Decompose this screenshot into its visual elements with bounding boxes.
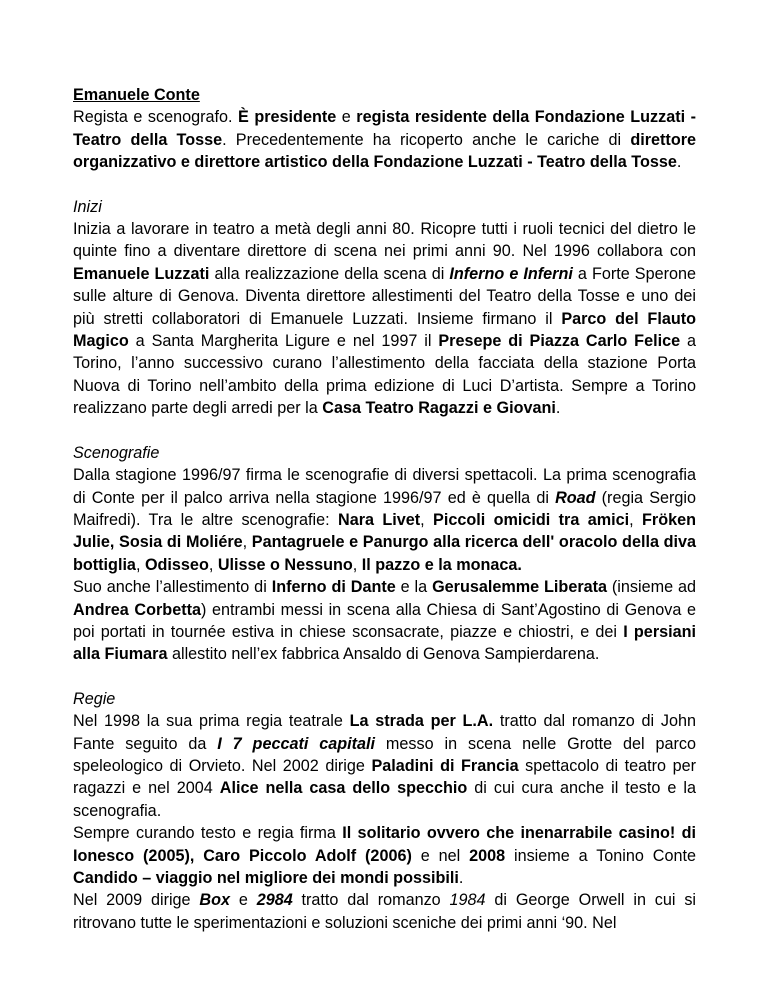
emphasized-text: Piccoli omicidi tra amici	[433, 510, 630, 529]
body-paragraph: Dalla stagione 1996/97 firma le scenografie di diversi spettacoli. La prima scenografia di Conte per il palco arriva nella stagione 1996/97 ed è quella di Road (regia Sergio Maifredi). Tra le altre scenografie: Nara Livet, Piccoli omicidi tra amici, Fröken Julie, Sosia di Moliére, Pantagruele e Panurgo alla ricerca dell' oracolo della diva bottiglia, Odisseo, Ulisse o Nessuno, Il pazzo e la monaca.	[73, 466, 696, 574]
emphasized-text: I persiani alla Fiumara	[73, 622, 697, 664]
section-spacer	[73, 420, 696, 442]
body-paragraph: Nel 1998 la sua prima regia teatrale La strada per L.A. tratto dal romanzo di John Fante seguito da I 7 peccati capitali messo in scena nelle Grotte del parco speleologico di Orvieto. Nel 2002 dirige Paladini di Francia spettacolo di teatro per ragazzi e nel 2004 Alice nella casa dello specchio di cui cura anche il testo e la scenografia.	[73, 712, 697, 820]
emphasized-text: Presepe di Piazza Carlo Felice	[438, 332, 681, 351]
emphasized-text: Candido – viaggio nel migliore dei mondi possibili	[73, 869, 459, 887]
emphasized-text: 1984	[449, 891, 486, 910]
emphasized-text: Pantagruele e Panurgo alla ricerca dell' oracolo della diva bottiglia	[73, 533, 696, 574]
emphasized-text: Il pazzo e la monaca.	[361, 555, 522, 574]
emphasized-text: Casa Teatro Ragazzi e Giovani	[322, 399, 556, 418]
emphasized-text: Inferno e Inferni	[449, 264, 573, 283]
emphasized-text: 2984	[256, 891, 293, 910]
section-heading: Scenografie	[73, 443, 160, 462]
body-paragraph: Inizia a lavorare in teatro a metà degli anni 80. Ricopre tutti i ruoli tecnici del dietro le quinte fino a diventare direttore di scena nei primi anni 90. Nel 1996 collabora con Emanuele Luzzati alla realizzazione della scena di Inferno e Inferni a Forte Sperone sulle alture di Genova. Diventa direttore allestimenti del Teatro della Tosse e uno dei più stretti collaboratori di Emanuele Luzzati. Insieme firmano il Parco del Flauto Magico a Santa Margherita Ligure e nel 1997 il Presepe di Piazza Carlo Felice a Torino, l’anno successivo curano l’allestimento della facciata della stazione Porta Nuova di Torino nell’ambito della prima edizione di Luci D’artista. Sempre a Torino realizzano parte degli arredi per la Casa Teatro Ragazzi e Giovani.	[73, 220, 696, 418]
section-spacer	[73, 174, 696, 196]
emphasized-text: Road	[555, 488, 596, 507]
page-title: Emanuele Conte	[73, 86, 200, 104]
emphasized-text: Paladini di Francia	[371, 756, 519, 775]
emphasized-text: Parco del Flauto Magico	[73, 309, 696, 351]
emphasized-text: Box	[199, 891, 230, 910]
emphasized-text: Emanuele Luzzati	[73, 264, 210, 283]
section-heading: Regie	[73, 689, 116, 708]
body-paragraph: Sempre curando testo e regia firma Il solitario ovvero che inenarrabile casino! di Ionesco (2005), Caro Piccolo Adolf (2006) e nel 2008 insieme a Tonino Conte Candido – viaggio nel migliore dei mondi possibili.	[73, 824, 696, 887]
emphasized-text: regista residente della Fondazione Luzzati - Teatro della Tosse	[73, 108, 696, 149]
emphasized-text: Gerusalemme Liberata	[432, 578, 608, 597]
emphasized-text: Ulisse o Nessuno	[217, 555, 353, 574]
section-spacer	[73, 666, 696, 688]
emphasized-text: direttore organizzativo e direttore artistico della Fondazione Luzzati - Teatro della Tosse	[73, 130, 697, 172]
emphasized-text: Alice nella casa dello specchio	[219, 779, 468, 798]
emphasized-text: Odisseo	[144, 555, 209, 574]
body-paragraph: Nel 2009 dirige Box e 2984 tratto dal romanzo 1984 di George Orwell in cui si ritrovano tutte le sperimentazioni e soluzioni sceniche dei primi anni ‘90. Nel	[73, 891, 697, 932]
section-heading: Inizi	[73, 197, 102, 216]
emphasized-text: Fröken Julie, Sosia di Moliére	[73, 510, 696, 552]
emphasized-text: Inferno di Dante	[271, 578, 396, 597]
emphasized-text: 2008	[469, 846, 506, 865]
sections-container	[73, 174, 696, 935]
emphasized-text: Nara Livet	[338, 510, 421, 529]
emphasized-text: Andrea Corbetta	[73, 600, 201, 619]
emphasized-text: Il solitario ovvero che inenarrabile casino! di Ionesco (2005), Caro Piccolo Adolf (2006)	[73, 824, 696, 865]
emphasized-text: I 7 peccati capitali	[217, 734, 376, 753]
emphasized-text: È presidente	[238, 108, 337, 127]
intro-paragraph: Regista e scenografo. È presidente e regista residente della Fondazione Luzzati - Teatro della Tosse. Precedentemente ha ricoperto anche le cariche di direttore organizzativo e direttore artistico della Fondazione Luzzati - Teatro della Tosse.	[73, 108, 697, 172]
emphasized-text: La strada per L.A.	[349, 712, 494, 731]
body-paragraph: Suo anche l’allestimento di Inferno di Dante e la Gerusalemme Liberata (insieme ad Andrea Corbetta) entrambi messi in scena alla Chiesa di Sant’Agostino di Genova e poi portati in tournée estiva in chiese sconsacrate, piazze e chiostri, e dei I persiani alla Fiumara allestito nell’ex fabbrica Ansaldo di Genova Sampierdarena.	[73, 578, 697, 664]
